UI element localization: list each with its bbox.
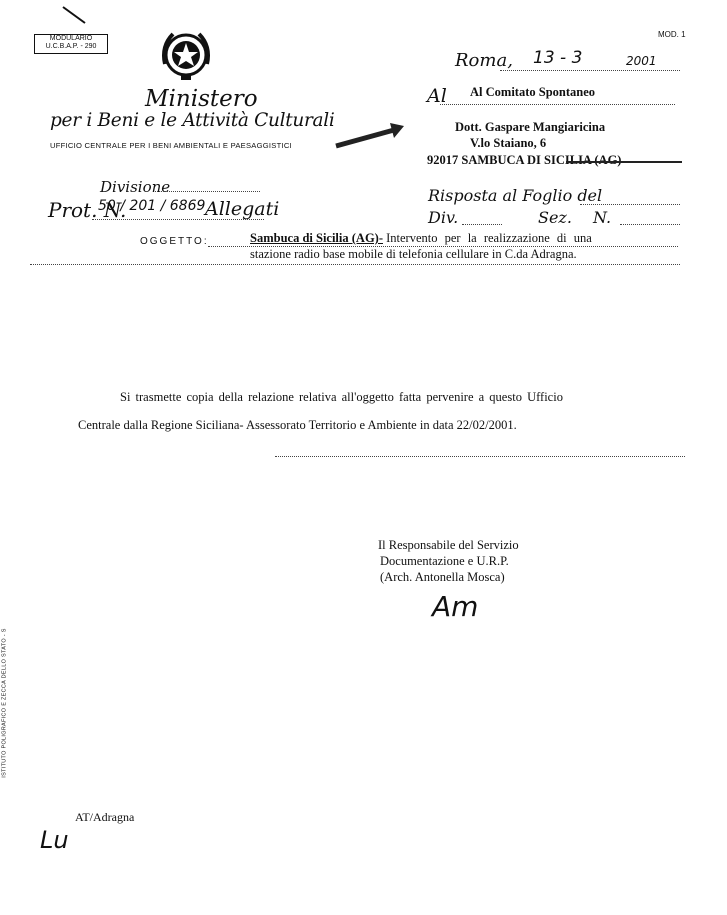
footer-reference: AT/Adragna (75, 810, 135, 824)
reply-label: Risposta al Foglio del (428, 186, 603, 205)
recipient-line-4: 92017 SAMBUCA DI SICILIA (AG) (427, 153, 622, 167)
date-day-handwritten: 13 - 3 (533, 48, 583, 68)
subject-line-1 (250, 231, 661, 246)
date-dotted-line (500, 70, 680, 71)
body-line-1: Si trasmette copia della relazione relativa all'oggetto fatta pervenire a questo Ufficio (120, 390, 563, 404)
printer-side-text: ISTITUTO POLIGRAFICO E ZECCA DELLO STATO - S (1, 628, 8, 778)
recipient-line-2: Dott. Gaspare Mangiaricina (455, 120, 606, 134)
subject-place: Sambuca di Sicilia (AG)- (250, 231, 383, 245)
body-line-2: Centrale dalla Regione Siciliana- Assessorato Territorio e Ambiente in data 22/02/2001. (78, 418, 517, 432)
recipient-prefix: Al (427, 85, 447, 107)
div-dotted-line (462, 224, 502, 225)
protocol-label: Prot. N. (48, 198, 127, 222)
recipient-line-1: Al Comitato Spontaneo (470, 85, 596, 99)
reply-dotted-line (580, 204, 680, 205)
ministry-title: Ministero (145, 86, 258, 112)
subject-dotted-line-2 (30, 264, 680, 265)
signature-line-2: Documentazione e U.R.P. (380, 554, 509, 568)
subject-label: OGGETTO: (140, 236, 209, 247)
sez-label: Sez. (538, 208, 572, 227)
subject-line-1-rest: Intervento per la realizzazione di una (386, 231, 592, 245)
protocol-number-handwritten: 50 / 201 / 6869 (98, 198, 206, 214)
div-label: Div. (428, 208, 459, 227)
recipient-dotted-line-1 (440, 104, 675, 105)
division-label: Divisione (100, 178, 171, 196)
pen-mark-icon (60, 4, 90, 28)
subject-line-2: stazione radio base mobile di telefonia cellulare in C.da Adragna. (250, 247, 577, 261)
recipient-line-3: V.lo Staiano, 6 (470, 136, 547, 150)
body-dotted-line (275, 456, 685, 457)
signature-line-1: Il Responsabile del Servizio (378, 538, 519, 552)
office-name: UFFICIO CENTRALE PER I BENI AMBIENTALI E PAESAGGISTICI (50, 141, 292, 150)
n-label: N. (593, 208, 612, 227)
division-dotted-line (155, 191, 260, 192)
signature-handwritten: Am (432, 590, 479, 623)
signature-line-3: (Arch. Antonella Mosca) (380, 570, 505, 584)
form-code: MOD. 1 (658, 30, 686, 39)
footer-initials-handwritten: Lu (40, 826, 69, 854)
allegati-label: Allegati (205, 198, 280, 220)
protocol-dotted-line (92, 219, 264, 220)
date-year-handwritten: 2001 (626, 54, 657, 68)
italian-republic-emblem-icon (157, 26, 215, 84)
n-dotted-line (620, 224, 680, 225)
arrow-stamp-icon (334, 118, 408, 152)
form-stamp (34, 34, 108, 54)
place-label: Roma, (455, 50, 513, 71)
strikethrough-line (566, 161, 682, 163)
ministry-subtitle: per i Beni e le Attività Culturali (50, 110, 335, 131)
stamp-line-1: MODULARIO (49, 35, 93, 42)
stamp-line-2: U.C.B.A.P. - 290 (45, 43, 97, 50)
